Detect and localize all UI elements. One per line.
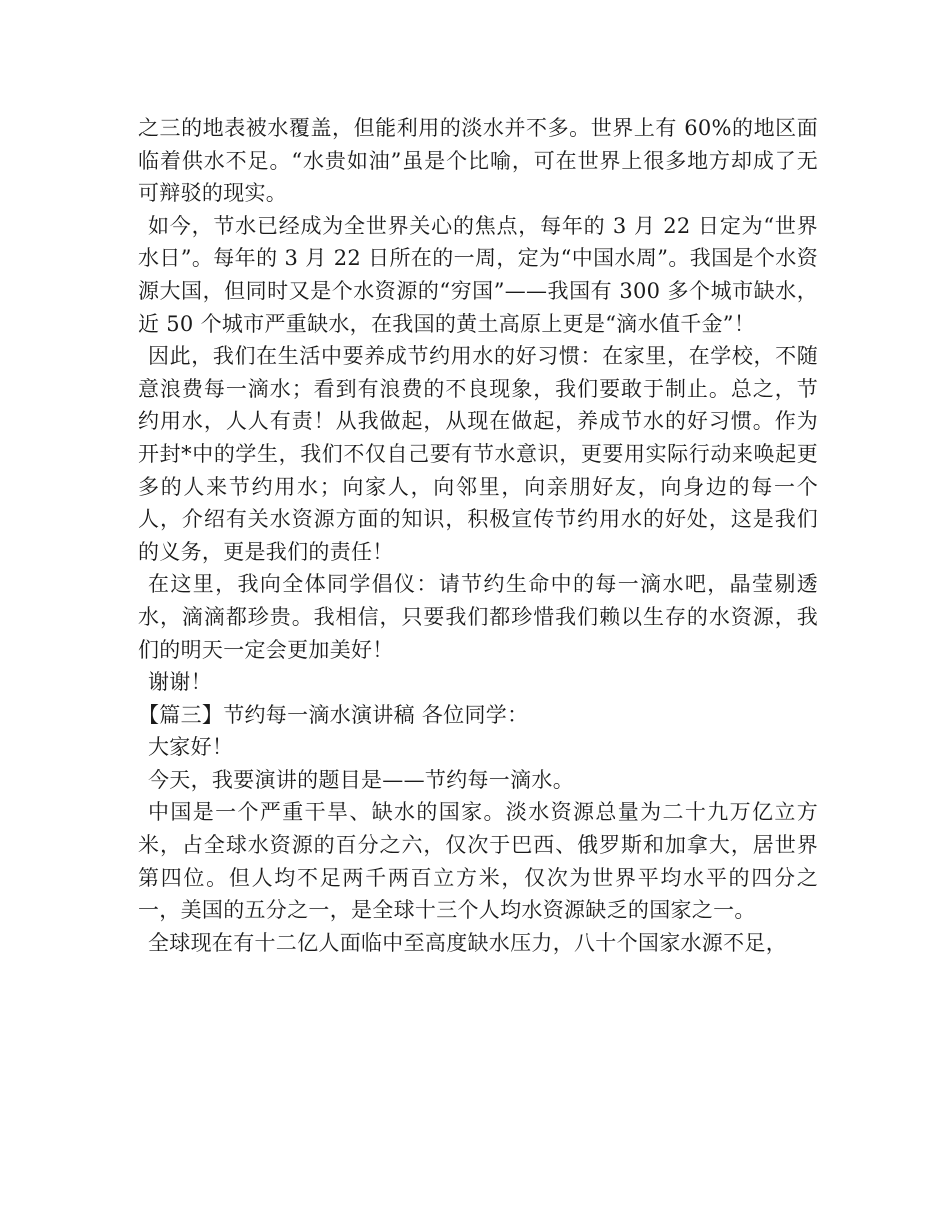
paragraph-4: 在这里，我向全体同学倡仪：请节约生命中的每一滴水吧，晶莹剔透水，滴滴都珍贵。我相信，只要我们都珍惜我们赖以生存的水资源，我们的明天一定会更加美好！	[138, 572, 818, 662]
paragraph-1: 之三的地表被水覆盖，但能利用的淡水并不多。世界上有 60%的地区面临着供水不足。“水贵如油”虽是个比喻，可在世界上很多地方却成了无可辩驳的现实。	[138, 116, 818, 206]
section-heading: 【篇三】节约每一滴水演讲稿 各位同学：	[138, 702, 529, 727]
paragraph-9: 中国是一个严重干旱、缺水的国家。淡水资源总量为二十九万亿立方米，占全球水资源的百分之六，仅次于巴西、俄罗斯和加拿大，居世界第四位。但人均不足两千两百立方米，仅次为世界平均水平的四分之一，美国的五分之一，是全球十三个人均水资源缺乏的国家之一。	[138, 800, 818, 923]
paragraph-2: 如今，节水已经成为全世界关心的焦点，每年的 3 月 22 日定为“世界水日”。每年的 3 月 22 日所在的一周，定为“中国水周”。我国是个水资源大国，但同时又是个水资源的“穷国”——我国有 300 多个城市缺水，近 50 个城市严重缺水，在我国的黄土高原上更是“滴水值千金”！	[138, 213, 818, 336]
paragraph-5: 谢谢！	[148, 670, 212, 695]
paragraph-10: 全球现在有十二亿人面临中至高度缺水压力，八十个国家水源不足，	[148, 930, 787, 955]
document-body	[138, 112, 818, 959]
paragraph-3: 因此，我们在生活中要养成节约用水的好习惯：在家里，在学校，不随意浪费每一滴水；看到有浪费的不良现象，我们要敢于制止。总之，节约用水，人人有责！从我做起，从现在做起，养成节水的好习惯。作为开封*中的学生，我们不仅自己要有节水意识，更要用实际行动来唤起更多的人来节约用水；向家人，向邻里，向亲朋好友，向身边的每一个人，介绍有关水资源方面的知识，积极宣传节约用水的好处，这是我们的义务，更是我们的责任！	[138, 344, 818, 564]
paragraph-8: 今天，我要演讲的题目是——节约每一滴水。	[148, 767, 574, 792]
paragraph-7: 大家好！	[148, 735, 234, 760]
